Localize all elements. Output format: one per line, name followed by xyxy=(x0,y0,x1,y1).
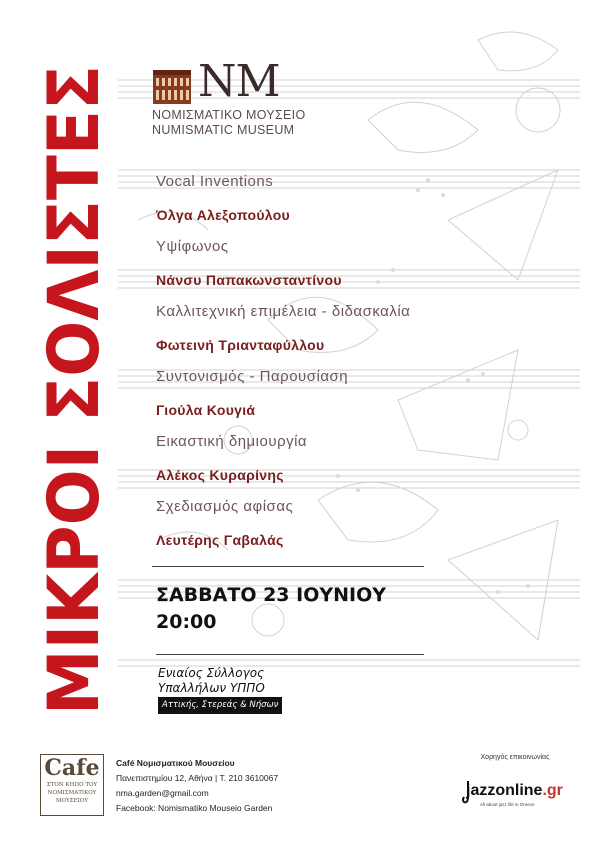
union-line1: Ενιαίος Σύλλογος xyxy=(158,666,265,680)
event-time: 20:00 xyxy=(156,611,217,633)
cafe-email[interactable]: nma.garden@gmail.com xyxy=(116,788,209,798)
credits-list xyxy=(156,172,476,562)
cafe-logo xyxy=(40,754,104,816)
event-datetime xyxy=(156,582,386,636)
vertical-title-text: ΜΙΚΡΟΙ ΣΟΛΙΣΤΕΣ xyxy=(33,60,108,715)
divider-bottom xyxy=(156,654,424,655)
museum-building-icon xyxy=(152,66,192,106)
credit-role: Καλλιτεχνική επιμέλεια - διδασκαλία xyxy=(156,303,411,320)
sponsor-tagline: All about jazz life in Greece xyxy=(480,802,535,807)
divider-top xyxy=(152,566,424,567)
credit-name: Λευτέρης Γαβαλάς xyxy=(156,531,284,548)
cafe-logo-line3: ΜΟΥΣΕΙΟΥ xyxy=(56,798,88,804)
cafe-logo-line1: ΣΤΟΝ ΚΗΠΟ ΤΟΥ xyxy=(46,782,98,788)
cafe-logo-word: Cafe xyxy=(44,755,100,781)
credit-name: Όλγα Αλεξοπούλου xyxy=(156,206,291,223)
credit-role: Vocal Inventions xyxy=(156,173,274,190)
credit-role: Εικαστική δημιουργία xyxy=(156,433,308,450)
logo-english-name: NUMISMATIC MUSEUM xyxy=(152,123,295,137)
sponsor-block xyxy=(460,754,570,761)
union-line2: Υπαλλήλων ΥΠΠΟ xyxy=(158,681,265,695)
credit-role: Υψίφωνος xyxy=(156,238,229,255)
credit-name: Γιούλα Κουγιά xyxy=(156,401,256,418)
museum-logo xyxy=(152,56,322,146)
logo-mark: NM xyxy=(198,56,280,107)
footer xyxy=(0,740,600,850)
credit-name: Φωτεινή Τριανταφύλλου xyxy=(156,336,325,353)
sponsor-label: Χορηγός επικοινωνίας xyxy=(480,754,550,761)
vertical-title xyxy=(28,60,108,720)
union-tag: Αττικής, Στερεάς & Νήσων xyxy=(158,697,282,714)
union-credit xyxy=(158,666,282,714)
credit-name: Αλέκος Κυραρίνης xyxy=(156,466,284,483)
cafe-address: Πανεπιστημίου 12, Αθήνα | Τ. 210 3610067 xyxy=(116,773,279,783)
cafe-logo-line2: ΝΟΜΙΣΜΑΤΙΚΟΥ xyxy=(47,790,97,796)
logo-greek-name: ΝΟΜΙΣΜΑΤΙΚΟ ΜΟΥΣΕΙΟ xyxy=(152,108,306,122)
sponsor-brand: jazzonline xyxy=(466,782,543,799)
cafe-title: Café Νομισματικού Μουσείου xyxy=(116,758,235,768)
event-date: ΣΑΒΒΑΤΟ 23 ΙΟΥΝΙΟΥ xyxy=(156,584,386,606)
cafe-info xyxy=(116,756,278,816)
cafe-facebook[interactable]: Facebook: Nomismatiko Mouseio Garden xyxy=(116,803,273,813)
credit-name: Νάνσυ Παπακωνσταντίνου xyxy=(156,271,342,288)
credit-role: Σχεδιασμός αφίσας xyxy=(156,498,294,515)
credit-role: Συντονισμός - Παρουσίαση xyxy=(156,368,349,385)
sponsor-logo[interactable] xyxy=(466,782,563,800)
sponsor-brand-tld: .gr xyxy=(542,782,563,799)
